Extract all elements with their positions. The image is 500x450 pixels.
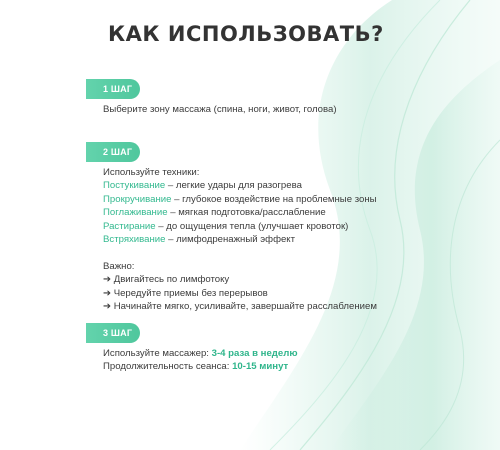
technique-name: Поглаживание bbox=[103, 207, 168, 219]
step-2-text bbox=[103, 166, 377, 313]
tip-item: ➔ Начинайте мягко, усиливайте, завершайте расслаблением bbox=[103, 300, 377, 312]
duration-value: 10-15 минут bbox=[232, 361, 289, 373]
technique-item bbox=[103, 220, 377, 233]
technique-desc: – легкие удары для разогрева bbox=[165, 180, 302, 192]
usage-frequency bbox=[103, 347, 298, 360]
technique-desc: – лимфодренажный эффект bbox=[165, 233, 295, 245]
step-2-badge: 2 ШАГ bbox=[86, 142, 140, 162]
step-1-badge: 1 ШАГ bbox=[86, 79, 140, 99]
techniques-intro: Используйте техники: bbox=[103, 167, 200, 178]
usage-label: Используйте массажер: bbox=[103, 348, 212, 359]
technique-desc: – до ощущения тепла (улучшает кровоток) bbox=[155, 220, 349, 232]
step-3-text bbox=[103, 347, 298, 374]
technique-name: Растирание bbox=[103, 220, 156, 232]
usage-value: 3-4 раза в неделю bbox=[211, 348, 298, 359]
page-title: КАК ИСПОЛЬЗОВАТЬ? bbox=[108, 22, 384, 46]
important-label: Важно: bbox=[103, 260, 135, 272]
step-1-instruction: Выберите зону массажа (спина, ноги, живот, голова) bbox=[103, 104, 337, 115]
duration-label: Продолжительность сеанса: bbox=[103, 361, 233, 373]
technique-item bbox=[103, 233, 377, 246]
technique-name: Прокручивание bbox=[103, 193, 172, 205]
technique-desc: – мягкая подготовка/расслабление bbox=[167, 207, 326, 219]
step-3-badge: 3 ШАГ bbox=[86, 323, 140, 343]
tip-item: ➔ Двигайтесь по лимфотоку bbox=[103, 274, 230, 286]
spacer bbox=[103, 246, 377, 259]
technique-item bbox=[103, 179, 377, 192]
step-1-text bbox=[103, 103, 337, 116]
technique-item bbox=[103, 193, 377, 206]
technique-name: Постукивание bbox=[103, 180, 166, 192]
technique-item bbox=[103, 206, 377, 219]
technique-desc: – глубокое воздействие на проблемные зоны bbox=[171, 193, 377, 205]
session-duration bbox=[103, 360, 298, 373]
tip-item: ➔ Чередуйте приемы без перерывов bbox=[103, 287, 268, 299]
technique-name: Встряхивание bbox=[103, 233, 166, 245]
